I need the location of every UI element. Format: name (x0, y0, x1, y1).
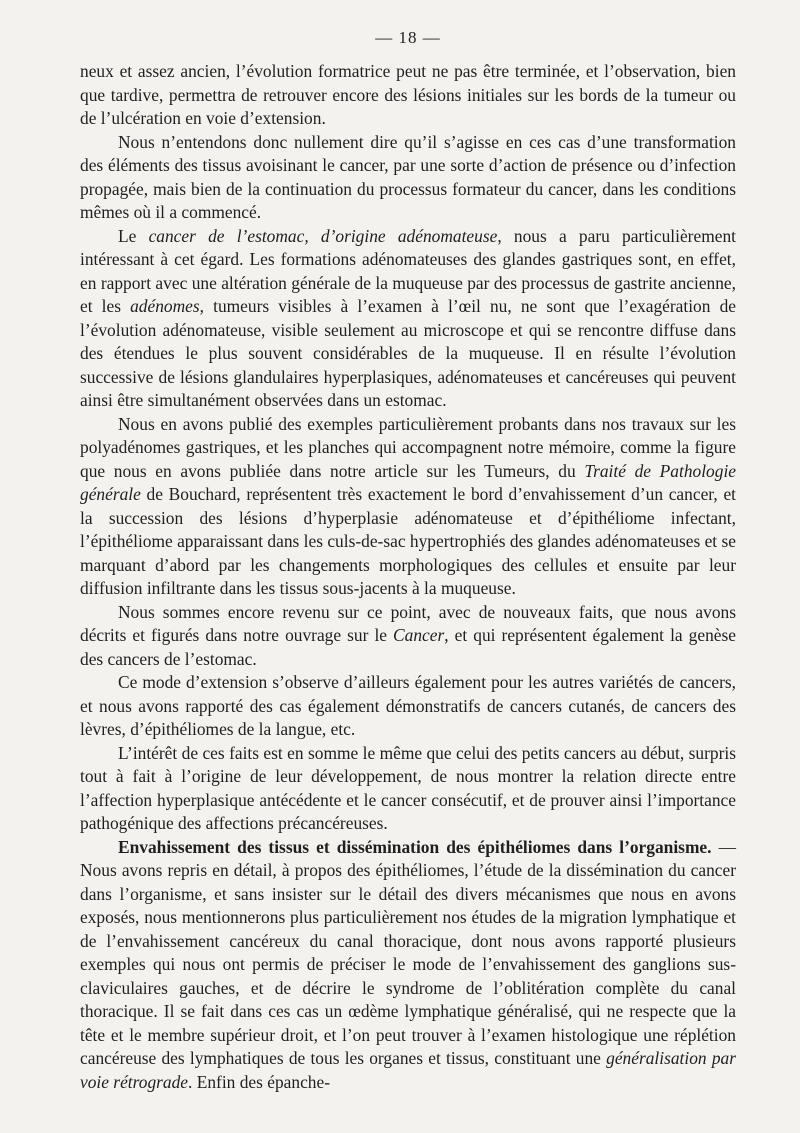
text-run: , tumeurs visibles à l’examen à l’œil nu, ne sont que l’exagération de l’évolution adénomateuse, visible seulement au microscope et qui se rencontre diffuse dans des étendues le plus souvent considérables de la muqueuse. Il en résulte l’évolution successive de lésions glandulaires hyperplasiques, adénomateuses et cancéreuses qui peuvent ainsi être simultanément observées dans un estomac. (80, 296, 736, 410)
paragraph (80, 836, 736, 1095)
text-run: Nous en avons publié des exemples particulièrement probants dans nos travaux sur les polyadénomes gastriques, et les planches qui accompagnent notre mémoire, comme la figure que nous en avons publiée dans notre article sur les Tumeurs, du (80, 413, 736, 481)
section-heading: Envahissement des tissus et dissémination des épithéliomes dans l’organisme. (118, 836, 712, 857)
page-number: — 18 — (375, 28, 441, 47)
italic-text: cancer de l’estomac, d’origine adénomateuse (148, 225, 498, 246)
italic-text: Traité de Pathologie générale (80, 460, 736, 504)
body-text (80, 60, 736, 1094)
italic-text: adénomes (130, 296, 200, 316)
paragraph (80, 601, 736, 672)
text-run: Le (118, 225, 149, 246)
italic-text: Cancer (393, 625, 445, 645)
text-run: , et qui représentent également la genèse des cancers de l’estomac. (80, 625, 736, 669)
text-run: — Nous avons repris en détail, à propos des épithéliomes, l’étude de la dissémination du cancer dans l’organisme, et sans insister sur le détail des divers mécanismes que nous en avons exposés, nous mentionnerons plus particulièrement nos études de la migration lymphatique et de l’envahissement cancéreux du canal thoracique, dont nous avons rapporté plusieurs exemples qui nous ont permis de préciser le mode de l’envahissement des ganglions sus-claviculaires gauches, et de décrire le syndrome de l’oblitération complète du canal thoracique. Il se fait dans ces cas un œdème lymphatique généralisé, qui ne respecte que la tête et le membre supérieur droit, et l’on peut trouver à l’examen histologique une réplétion cancéreuse des lymphatiques de tous les organes et tissus, constituant une (80, 836, 736, 1068)
paragraph (80, 131, 736, 225)
paragraph (80, 60, 736, 131)
paragraph (80, 671, 736, 742)
text-run: Nous n’entendons donc nullement dire qu’il s’agisse en ces cas d’une transformation des éléments des tissus avoisinant le cancer, par une sorte d’action de présence ou d’infection propagée, mais bien de la continuation du processus formateur du cancer, dans les conditions mêmes où il a commencé. (80, 131, 736, 222)
text-run: . Enfin des épanche- (188, 1071, 330, 1092)
paragraph (80, 413, 736, 601)
text-run: , nous a paru particulièrement intéressant à cet égard. Les formations adénomateuses des glandes gastriques sont, en effet, en rapport avec une altération générale de la muqueuse par des processus de gastrite ancienne, et les (80, 225, 736, 316)
text-run: neux et assez ancien, l’évolution formatrice peut ne pas être terminée, et l’observation, bien que tardive, permettra de retrouver encore des lésions initiales sur les bords de la tumeur ou de l’ulcération en voie d’extension. (80, 61, 736, 128)
text-run: de Bouchard, représentent très exactement le bord d’envahissement d’un cancer, et la succession des lésions d’hyperplasie adénomateuse et d’épithéliome infectant, l’épithéliome apparaissant dans les culs-de-sac hypertrophiés des glandes adénomateuses et se marquant d’abord par les changements morphologiques des cellules et ensuite par leur diffusion infiltrante dans les tissus sous-jacents à la muqueuse. (80, 484, 736, 598)
paragraph (80, 225, 736, 413)
paragraph (80, 742, 736, 836)
text-run: Nous sommes encore revenu sur ce point, avec de nouveaux faits, que nous avons décrits et figurés dans notre ouvrage sur le (80, 601, 736, 645)
text-run: Ce mode d’extension s’observe d’ailleurs également pour les autres variétés de cancers, et nous avons rapporté des cas également démonstratifs de cancers cutanés, de cancers des lèvres, d’épithéliomes de la langue, etc. (80, 672, 736, 739)
text-run: L’intérêt de ces faits est en somme le même que celui des petits cancers au début, surpris tout à fait à l’origine de leur développement, de nous montrer la relation directe entre l’affection hyperplasique antécédente et le cancer consécutif, et de prouver ainsi l’importance pathogénique des affections précancéreuses. (80, 742, 736, 833)
italic-text: généralisation par voie rétrograde (80, 1048, 736, 1092)
